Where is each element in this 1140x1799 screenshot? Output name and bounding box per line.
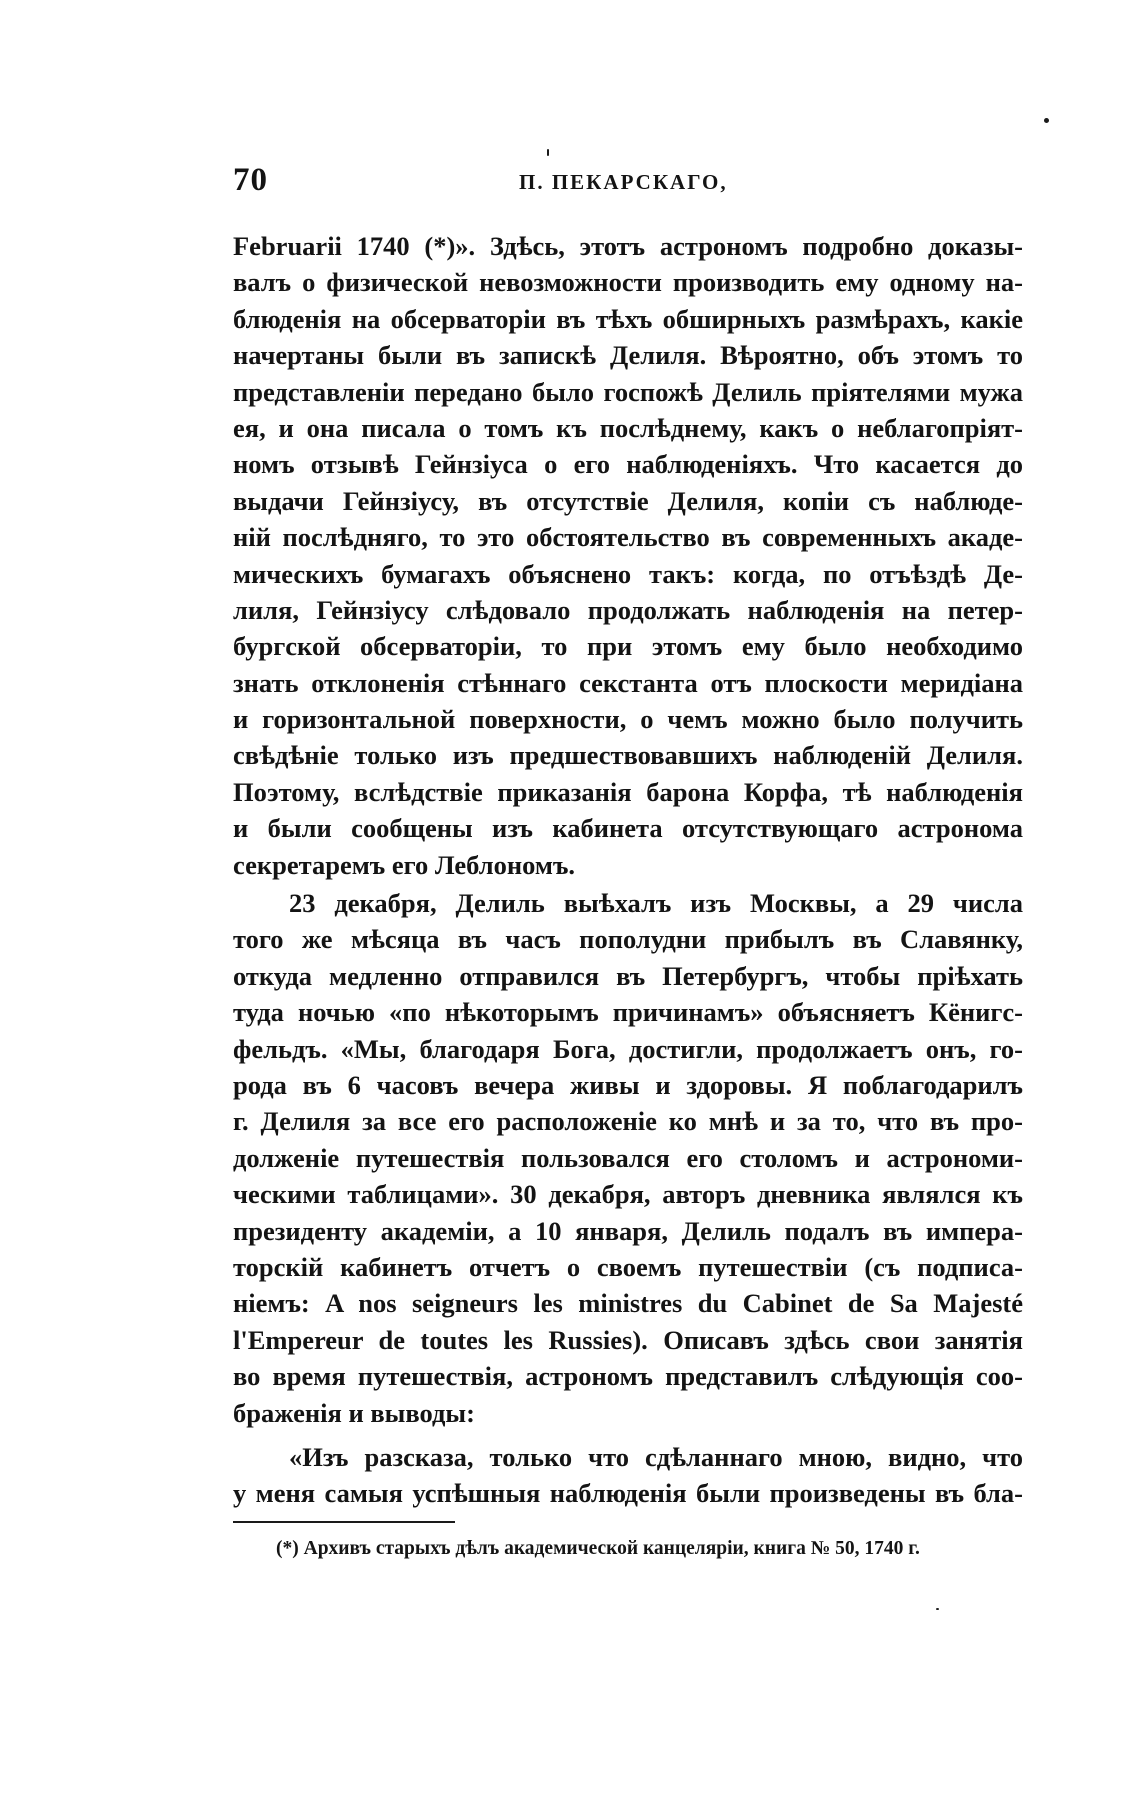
text-line: блюденія на обсерваторіи въ тѣхъ обширныхъ размѣрахъ, какіе	[233, 303, 1023, 334]
text-line: 23 декабря, Делиль выѣхалъ изъ Москвы, а 29 числа	[289, 888, 1023, 919]
text-line: г. Делиля за все его расположеніе ко мнѣ и за то, что въ про-	[233, 1106, 1023, 1137]
text-line: мическихъ бумагахъ объяснено такъ: когда, по отъѣздѣ Де-	[233, 558, 1023, 589]
text-line: Februarii 1740 (*)». Здѣсь, этотъ астрономъ подробно доказы-	[233, 231, 1023, 261]
text-line: l'Empereur de toutes les Russies). Описавъ здѣсь свои занятія	[233, 1324, 1023, 1355]
text-line: браженія и выводы:	[233, 1397, 475, 1428]
running-head: П. ПЕКАРСКАГО,	[519, 170, 728, 194]
page-number: 70	[233, 162, 268, 198]
footnote-rule	[233, 1521, 455, 1523]
text-line: во время путешествія, астрономъ представилъ слѣдующія соо-	[233, 1361, 1023, 1392]
text-line: «Изъ разсказа, только что сдѣланнаго мною, видно, что	[289, 1441, 1023, 1472]
text-line: свѣдѣніе только изъ предшествовавшихъ наблюденій Делиля.	[233, 740, 1023, 771]
text-line: ея, и она писала о томъ къ послѣднему, какъ о неблагопріят-	[233, 412, 1023, 443]
text-line: президенту академіи, а 10 января, Делиль подалъ въ импера-	[233, 1215, 1023, 1246]
footnote: (*) Архивъ старыхъ дѣлъ академической канцеляріи, книга № 50, 1740 г.	[276, 1538, 920, 1559]
text-line: туда ночью «по нѣкоторымъ причинамъ» объясняетъ Кёнигс-	[233, 997, 1023, 1028]
paragraph	[233, 228, 1023, 883]
text-line: того же мѣсяца въ часъ пополудни прибылъ въ Славянку,	[233, 924, 1023, 955]
text-line: ческими таблицами». 30 декабря, авторъ дневника являлся къ	[233, 1179, 1023, 1210]
text-line: и были сообщены изъ кабинета отсутствующаго астронома	[233, 813, 1023, 844]
text-line: ній послѣдняго, то это обстоятельство въ современныхъ акаде-	[233, 522, 1023, 553]
text-line: валъ о физической невозможности производить ему одному на-	[233, 267, 1023, 298]
text-line: откуда медленно отправился въ Петербургъ, чтобы пріѣхать	[233, 960, 1023, 991]
text-line: знать отклоненія стѣннаго секстанта отъ плоскости меридіана	[233, 667, 1023, 698]
text-line: выдачи Гейнзіусу, въ отсутствіе Делиля, копіи съ наблюде-	[233, 485, 1023, 516]
scan-speck	[1044, 118, 1049, 123]
paragraph	[233, 1439, 1023, 1512]
text-line: представленіи передано было госпожѣ Делиль пріятелями мужа	[233, 376, 1023, 407]
text-line: секретаремъ его Леблономъ.	[233, 849, 576, 880]
text-line: долженіе путешествія пользовался его столомъ и астрономи-	[233, 1142, 1023, 1173]
scan-speck	[936, 1608, 939, 1610]
text-line: фельдъ. «Мы, благодаря Бога, достигли, продолжаетъ онъ, го-	[233, 1033, 1023, 1064]
body-text	[233, 228, 1023, 1512]
text-line: ніемъ: A nos seigneurs les ministres du Cabinet de Sa Majesté	[233, 1288, 1023, 1319]
page-header	[233, 162, 1023, 208]
text-line: у меня самыя успѣшныя наблюденія были произведены въ бла-	[233, 1478, 1023, 1509]
text-line: рода въ 6 часовъ вечера живы и здоровы. Я поблагодарилъ	[233, 1069, 1023, 1100]
text-line: торскій кабинетъ отчетъ о своемъ путешествіи (съ подписа-	[233, 1251, 1023, 1282]
text-line: Поэтому, вслѣдствіе приказанія барона Корфа, тѣ наблюденія	[233, 776, 1023, 807]
text-line: бургской обсерваторіи, то при этомъ ему было необходимо	[233, 631, 1023, 662]
paragraph	[233, 885, 1023, 1431]
text-line: лиля, Гейнзіусу слѣдовало продолжать наблюденія на петер-	[233, 594, 1023, 625]
text-line: начертаны были въ запискѣ Делиля. Вѣроятно, объ этомъ то	[233, 340, 1023, 371]
scan-speck	[547, 149, 549, 156]
text-line: номъ отзывѣ Гейнзіуса о его наблюденіяхъ. Что касается до	[233, 449, 1023, 480]
text-line: и горизонтальной поверхности, о чемъ можно было получить	[233, 704, 1023, 735]
